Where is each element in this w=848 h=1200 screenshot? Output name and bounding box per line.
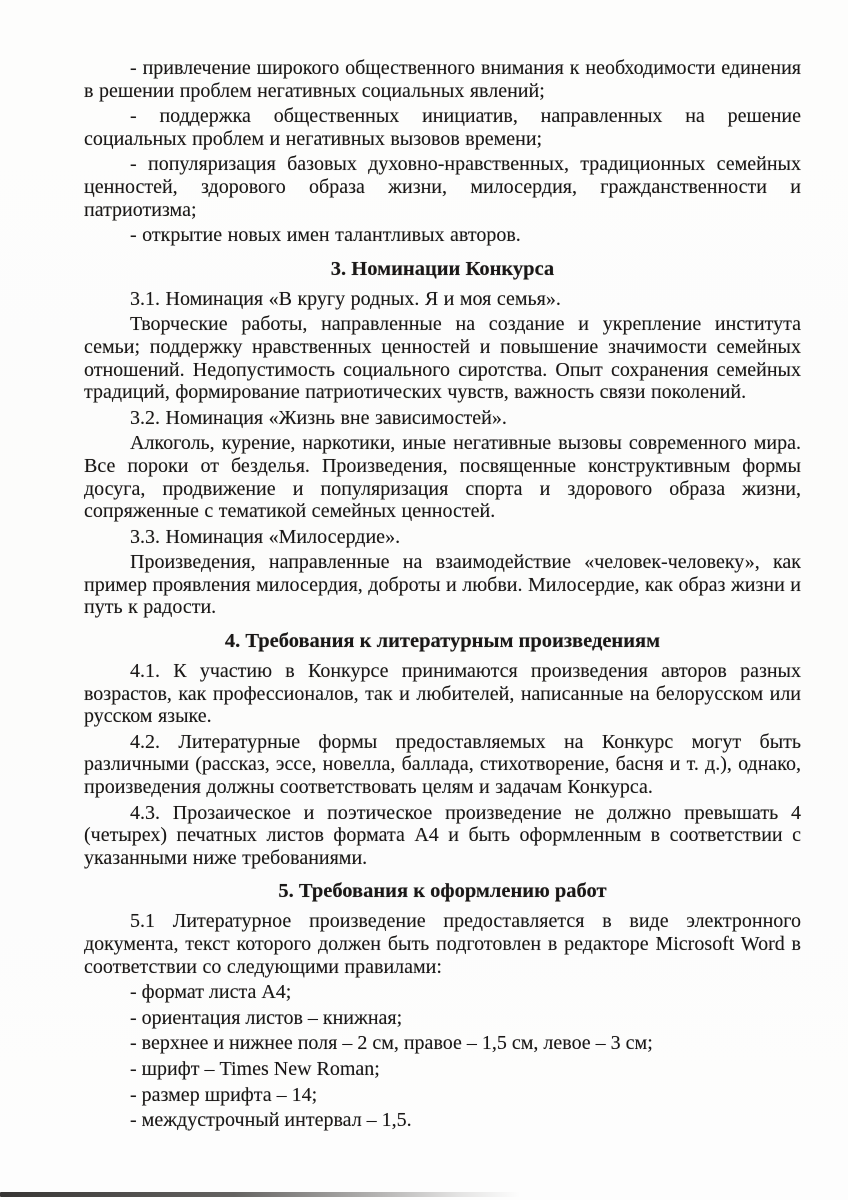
document-content xyxy=(84,57,801,1132)
paragraph-4-3: 4.3. Прозаическое и поэтическое произведение не должно превышать 4 (четырех) печатных листов формата А4 и быть оформленным в соответствии с указанными ниже требованиями. xyxy=(84,801,801,869)
paragraph: Алкоголь, курение, наркотики, иные негативные вызовы современного мира. Все пороки от безделья. Произведения, посвященные конструктивным формы досуга, продвижение и популяризация спорта и здорового образа жизни, сопряженные с тематикой семейных ценностей. xyxy=(84,432,801,523)
section-heading-5-formatting: 5. Требования к оформлению работ xyxy=(278,880,607,903)
format-rule-item: - размер шрифта – 14; xyxy=(130,1083,318,1106)
paragraph-5-1: 5.1 Литературное произведение предоставляется в виде электронного документа, текст которого должен быть подготовлен в редакторе Microsoft Word в соответствии со следующими правилами: xyxy=(84,910,801,978)
paragraph-nomination-3-3: 3.3. Номинация «Милосердие». xyxy=(130,525,401,548)
paragraph: Произведения, направленные на взаимодействие «человек-человеку», как пример проявления милосердия, доброты и любви. Милосердие, как образ жизни и путь к радости. xyxy=(84,551,801,619)
objective-item: - популяризация базовых духовно-нравственных, традиционных семейных ценностей, здорового образа жизни, милосердия, гражданственности и патриотизма; xyxy=(84,153,801,221)
scan-artifact-line xyxy=(0,1192,520,1197)
objective-item: - привлечение широкого общественного внимания к необходимости единения в решении проблем негативных социальных явлений; xyxy=(84,57,801,102)
format-rule-item: - ориентация листов – книжная; xyxy=(130,1006,403,1029)
format-rule-item: - шрифт – Times New Roman; xyxy=(130,1057,380,1080)
objective-item: - открытие новых имен талантливых авторов. xyxy=(130,224,521,247)
paragraph-nomination-3-1: 3.1. Номинация «В кругу родных. Я и моя семья». xyxy=(130,287,561,310)
paragraph-4-1: 4.1. К участию в Конкурсе принимаются произведения авторов разных возрастов, как профессионалов, так и любителей, написанные на белорусском или русском языке. xyxy=(84,660,801,728)
objective-item: - поддержка общественных инициатив, направленных на решение социальных проблем и негативных вызовов времени; xyxy=(84,105,801,150)
paragraph: Творческие работы, направленные на создание и укрепление института семьи; поддержку нравственных ценностей и повышение значимости семейных отношений. Недопустимость социального сиротства. Опыт сохранения семейных традиций, формирование патриотических чувств, важность связи поколений. xyxy=(84,313,801,404)
format-rule-item: - междустрочный интервал – 1,5. xyxy=(130,1109,412,1132)
format-rule-item: - формат листа А4; xyxy=(130,981,292,1004)
format-rule-item: - верхнее и нижнее поля – 2 см, правое – 1,5 см, левое – 3 см; xyxy=(130,1032,653,1055)
paragraph-nomination-3-2: 3.2. Номинация «Жизнь вне зависимостей». xyxy=(130,406,507,429)
section-heading-3-nominations: 3. Номинации Конкурса xyxy=(330,257,555,280)
section-heading-4-requirements: 4. Требования к литературным произведениям xyxy=(224,630,661,653)
paragraph-4-2: 4.2. Литературные формы предоставляемых на Конкурс могут быть различными (рассказ, эссе, новелла, баллада, стихотворение, басня и т. д.), однако, произведения должны соответствовать целям и задачам Конкурса. xyxy=(84,730,801,799)
